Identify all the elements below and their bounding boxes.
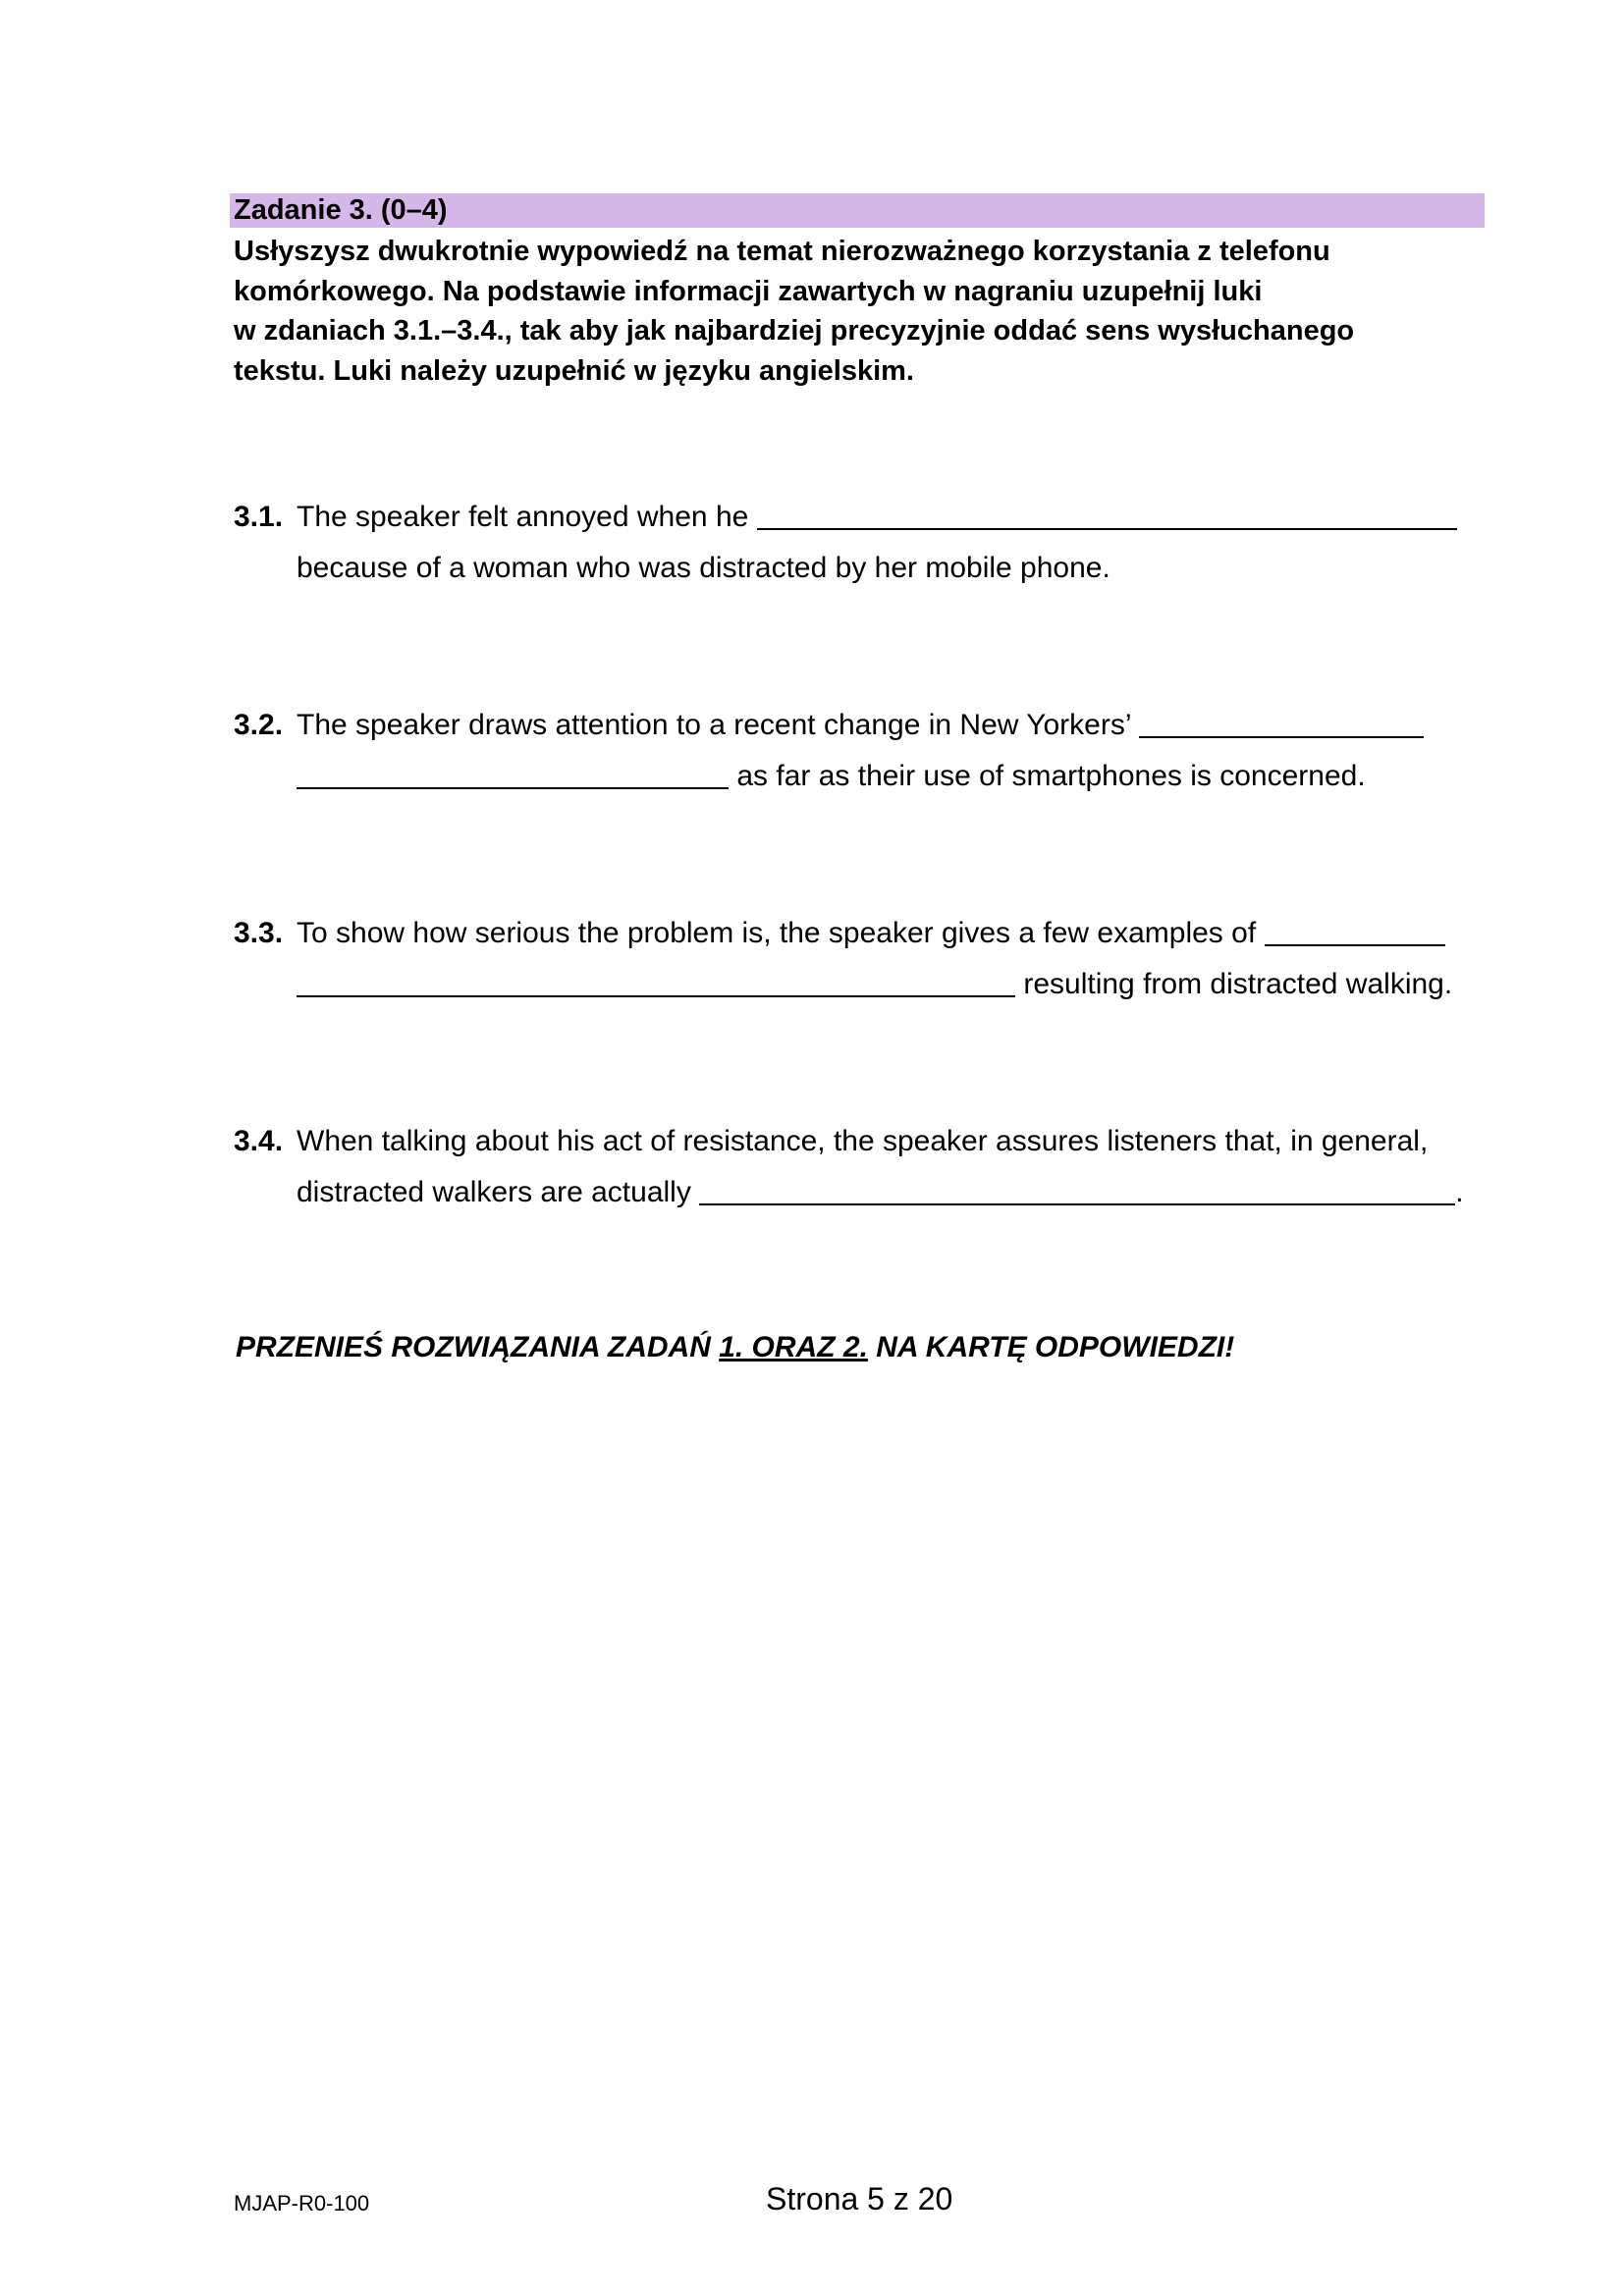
instruction-line: tekstu. Luki należy uzupełnić w języku angielskim.: [234, 354, 914, 387]
item-line-1: [297, 908, 1500, 959]
transfer-answers-note: [236, 1331, 1234, 1364]
item-end-punctuation: .: [1455, 1176, 1464, 1208]
note-text: PRZENIEŚ ROZWIĄZANIA ZADAŃ: [236, 1331, 720, 1363]
answer-blank[interactable]: [297, 758, 729, 789]
item-3-1: [234, 492, 1500, 594]
item-text: When talking about his act of resistance, the speaker assures listeners that, in general,: [297, 1125, 1429, 1157]
answer-blank[interactable]: [699, 1174, 1455, 1205]
task-header: Zadanie 3. (0–4): [230, 193, 1485, 228]
note-text: NA KARTĘ ODPOWIEDZI!: [867, 1331, 1235, 1363]
item-number: 3.3.: [234, 917, 284, 949]
item-text: The speaker felt annoyed when he: [297, 501, 749, 533]
item-number: 3.1.: [234, 501, 284, 533]
item-3-4: [234, 1116, 1500, 1218]
item-line-1: [297, 1116, 1500, 1167]
item-text: distracted walkers are actually: [297, 1176, 691, 1208]
instruction-line: w zdaniach 3.1.–3.4., tak aby jak najbardziej precyzyjnie oddać sens wysłuchanego: [234, 315, 1355, 347]
item-number: 3.2.: [234, 709, 284, 741]
task-instruction: [234, 232, 1490, 391]
item-3-2: [234, 700, 1500, 802]
item-line-1: [297, 492, 1500, 543]
instruction-line: komórkowego. Na podstawie informacji zawartych w nagraniu uzupełnij luki: [234, 275, 1263, 307]
item-text: resulting from distracted walking.: [1023, 968, 1453, 1000]
item-line-2: [297, 751, 1500, 802]
answer-blank[interactable]: [297, 966, 1015, 997]
item-line-2: [297, 1167, 1500, 1218]
answer-blank[interactable]: [1265, 915, 1445, 946]
item-line-2: [297, 543, 1500, 594]
item-text: because of a woman who was distracted by her mobile phone.: [297, 552, 1110, 584]
item-text: The speaker draws attention to a recent change in New Yorkers’: [297, 709, 1131, 741]
item-line-2: [297, 959, 1500, 1010]
answer-blank[interactable]: [1139, 707, 1424, 738]
answer-blank[interactable]: [757, 499, 1457, 530]
item-number: 3.4.: [234, 1125, 284, 1157]
item-text: To show how serious the problem is, the speaker gives a few examples of: [297, 917, 1257, 949]
item-text: as far as their use of smartphones is concerned.: [736, 760, 1366, 792]
page-number: Strona 5 z 20: [766, 2181, 953, 2216]
item-line-1: [297, 700, 1500, 751]
instruction-line: Usłyszysz dwukrotnie wypowiedź na temat nierozważnego korzystania z telefonu: [234, 236, 1330, 267]
note-underlined-text: 1. ORAZ 2.: [719, 1331, 868, 1363]
item-3-3: [234, 908, 1500, 1010]
exam-code: MJAP-R0-100: [234, 2191, 370, 2216]
